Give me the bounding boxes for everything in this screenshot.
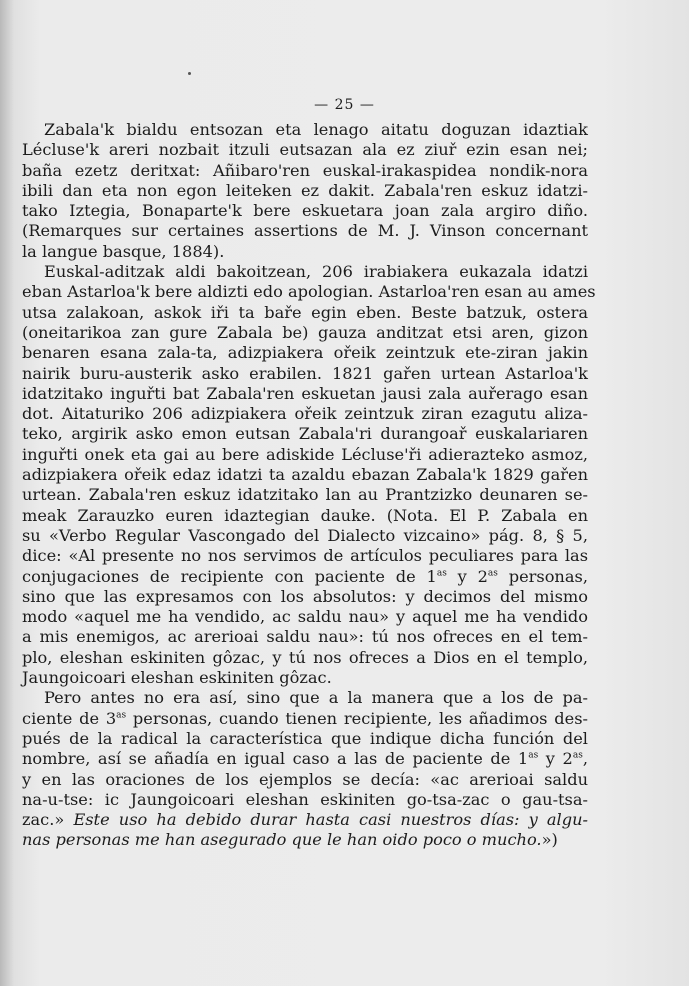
text-line: inguřti onek eta gai au bere adiskide Lécluse'ři adierazteko asmoz,	[22, 444, 588, 464]
paragraph-1	[22, 120, 588, 262]
text-line: modo «aquel me ha vendido, ac saldu nau» y aquel me ha vendido	[22, 607, 588, 627]
page-number: — 25 —	[314, 97, 375, 113]
text-line: sino que las expresamos con los absolutos: y decimos del mismo	[22, 586, 588, 606]
text-line: a mis enemigos, ac arerioai saldu nau»: tú nos ofreces en el tem-	[22, 627, 588, 647]
text-line: tako Iztegia, Bonaparte'k bere eskuetara joan zala argiro diño.	[22, 201, 588, 221]
paragraph-2	[22, 262, 596, 688]
text-line: baña ezetz deritxat: Añibaro'ren euskal-irakaspidea nondik-nora	[22, 160, 588, 180]
text-line: nombre, así se añadía en igual caso a las de paciente de $1^{as}$ y $2^{as}$,	[22, 749, 588, 769]
text-line: dot. Aitaturiko 206 adizpiakera ořeik zeintzuk ziran ezagutu aliza-	[22, 404, 588, 424]
text-line: (oneitarikoa zan gure Zabala be) gauza anditzat etsi aren, gizon	[22, 322, 588, 342]
body-text	[22, 120, 596, 851]
ink-speck	[188, 72, 191, 75]
text-line: meak Zarauzko euren idaztegian dauke. (Nota. El P. Zabala en	[22, 505, 588, 525]
page-gutter-shadow	[0, 0, 14, 986]
text-line: nas personas me han asegurado que le han oido poco o mucho.»)	[22, 830, 558, 850]
text-line: idatzitako inguřti bat Zabala'ren eskuetan jausi zala auřerago esan	[22, 383, 588, 403]
text-line: ciente de $3^{as}$ personas, cuando tienen recipiente, les añadimos des-	[22, 708, 588, 728]
text-line: teko, argirik asko emon eutsan Zabala'ri durangoař euskalariaren	[22, 424, 588, 444]
text-line: eban Astarloa'k bere aldizti edo apologian. Astarloa'ren esan au ames	[22, 282, 596, 302]
text-line: Zabala'k bialdu entsozan eta lenago aitatu doguzan idaztiak	[44, 120, 588, 139]
text-line: zac.» Este uso ha debido durar hasta casi nuestros días: y algu-	[22, 810, 588, 830]
text-line: na-u-tse: ic Jaungoicoari eleshan eskiniten go-tsa-zac o gau-tsa-	[22, 789, 588, 809]
text-line: Pero antes no era así, sino que a la manera que a los de pa-	[44, 688, 588, 708]
text-line: la langue basque, 1884).	[22, 241, 225, 261]
text-line: Euskal-aditzak aldi bakoitzean, 206 irabiakera eukazala idatzi	[44, 262, 588, 282]
text-line: su «Verbo Regular Vascongado del Dialecto vizcaino» pág. 8, § 5,	[22, 525, 588, 545]
text-line: dice: «Al presente no nos servimos de artículos peculiares para las	[22, 546, 588, 566]
text-line: adizpiakera ořeik edaz idatzi ta azaldu ebazan Zabala'k 1829 gařen	[22, 465, 588, 485]
text-line: utsa zalakoan, askok iři ta baře egin eben. Beste batzuk, ostera	[22, 302, 588, 322]
text-line: benaren esana zala-ta, adizpiakera ořeik zeintzuk ete-ziran jakin	[22, 343, 588, 363]
text-line: urtean. Zabala'ren eskuz idatzitako lan au Prantzizko deunaren se-	[22, 485, 588, 505]
text-line: Jaungoicoari eleshan eskiniten gôzac.	[22, 668, 332, 688]
text-line: nairik buru-austerik asko erabilen. 1821 gařen urtean Astarloa'k	[22, 363, 588, 383]
text-line: Lécluse'k areri nozbait itzuli eutsazan ala ez ziuř ezin esan nei;	[22, 140, 588, 160]
text-line: conjugaciones de recipiente con paciente de $1^{as}$ y $2^{as}$ personas,	[22, 566, 588, 586]
text-line: plo, eleshan eskiniten gôzac, y tú nos ofreces a Dios en el templo,	[22, 647, 588, 667]
text-line: y en las oraciones de los ejemplos se decía: «ac arerioai saldu	[22, 769, 588, 789]
text-line: ibili dan eta non egon leiteken ez dakit. Zabala'ren eskuz idatzi-	[22, 180, 588, 200]
text-line: pués de la radical la característica que indique dicha función del	[22, 728, 588, 748]
text-line: (Remarques sur certaines assertions de M. J. Vinson concernant	[22, 221, 588, 241]
paragraph-3	[22, 688, 588, 850]
